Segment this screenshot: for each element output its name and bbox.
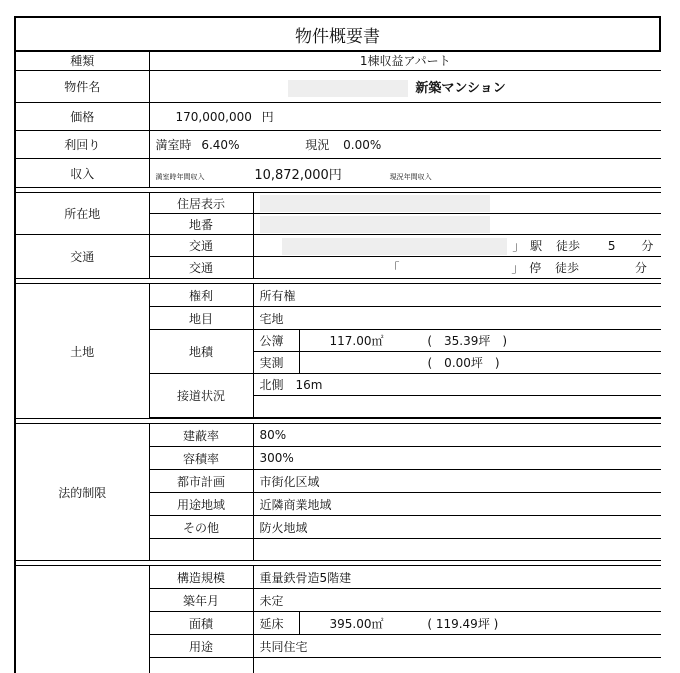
land-label: 土地 xyxy=(15,284,149,419)
use-label: 用途 xyxy=(149,635,253,658)
type-value: 1棟収益アパート xyxy=(149,51,661,71)
city-plan-label: 都市計画 xyxy=(149,470,253,493)
yield-current-value: 0.00% xyxy=(343,138,382,152)
walk-text: 徒歩 xyxy=(555,261,580,275)
price-cell xyxy=(149,103,661,131)
registry-label: 公簿 xyxy=(253,330,299,352)
transport-row1-label: 交通 xyxy=(149,235,253,257)
property-summary-sheet xyxy=(14,16,661,673)
price-value: 170,000,000 xyxy=(175,110,252,124)
built-label: 築年月 xyxy=(149,589,253,612)
income-full-label: 満室時年間収入 xyxy=(155,172,205,181)
zoning-label: 用途地域 xyxy=(149,493,253,516)
redacted-block xyxy=(282,238,507,255)
category-label: 地目 xyxy=(149,307,253,330)
location-label: 所在地 xyxy=(15,193,149,235)
yield-label: 利回り xyxy=(15,131,149,159)
coverage-value: 80% xyxy=(253,424,661,447)
far-label: 容積率 xyxy=(149,447,253,470)
yield-full-value: 6.40% xyxy=(201,138,240,152)
use-value: 共同住宅 xyxy=(253,635,661,658)
coverage-label: 建蔽率 xyxy=(149,424,253,447)
redacted-block xyxy=(260,195,490,212)
bracket-open: 「 xyxy=(387,261,400,275)
built-value: 未定 xyxy=(253,589,661,612)
property-name-cell xyxy=(149,71,661,103)
road-value: 北側 16m xyxy=(253,374,661,396)
legal-blank-label xyxy=(149,539,253,561)
floor-tsubo: ( 119.49坪 ) xyxy=(427,616,499,631)
actual-tsubo: ( 0.00坪 ) xyxy=(427,356,500,370)
type-label: 種類 xyxy=(15,51,149,71)
lot-label: 地番 xyxy=(149,214,253,235)
document-title: 物件概要書 xyxy=(14,16,661,52)
actual-label: 実測 xyxy=(253,352,299,374)
walk-text: 徒歩 xyxy=(556,238,581,253)
structure-value: 重量鉄骨造5階建 xyxy=(253,566,661,589)
other-value: 防火地域 xyxy=(253,516,661,539)
city-plan-value: 市街化区域 xyxy=(253,470,661,493)
road-value-blank xyxy=(253,396,661,418)
transport-row2-label: 交通 xyxy=(149,257,253,279)
legal-blank-value xyxy=(253,539,661,561)
building-next-label xyxy=(149,658,253,673)
yield-current-label: 現況 xyxy=(305,138,330,152)
walk-minutes: 5 xyxy=(607,238,616,253)
redacted-block xyxy=(260,216,490,233)
floor-value xyxy=(299,612,661,635)
bracket-close: 」 xyxy=(512,238,525,253)
area-label: 地積 xyxy=(149,330,253,374)
price-label: 価格 xyxy=(15,103,149,131)
bracket-close: 」 xyxy=(511,261,524,275)
minutes-unit: 分 xyxy=(634,261,647,275)
registry-area: 117.00㎡ xyxy=(329,334,384,348)
yield-full-label: 満室時 xyxy=(155,138,192,152)
minutes-unit: 分 xyxy=(641,238,654,253)
transport-row1-value xyxy=(253,235,661,257)
transport-label: 交通 xyxy=(15,235,149,279)
property-table xyxy=(14,50,661,673)
building-area-label: 面積 xyxy=(149,612,253,635)
registry-tsubo: ( 35.39坪 ) xyxy=(427,334,508,348)
category-value: 宅地 xyxy=(253,307,661,330)
property-name-value: 新築マンション xyxy=(415,80,506,96)
building-label xyxy=(15,566,149,673)
building-next-value xyxy=(253,658,661,673)
zoning-value: 近隣商業地域 xyxy=(253,493,661,516)
stop-text: 停 xyxy=(529,261,542,275)
yield-cell xyxy=(149,131,661,159)
income-full-value: 10,872,000円 xyxy=(254,167,342,183)
floor-area: 395.00㎡ xyxy=(329,616,384,631)
far-value: 300% xyxy=(253,447,661,470)
address-label: 住居表示 xyxy=(149,193,253,214)
registry-value xyxy=(299,330,661,352)
income-cell xyxy=(149,159,661,188)
transport-row2-value xyxy=(253,257,661,279)
floor-label: 延床 xyxy=(253,612,299,635)
station-text: 駅 xyxy=(530,238,543,253)
address-value xyxy=(253,193,661,214)
rights-label: 権利 xyxy=(149,284,253,307)
lot-value xyxy=(253,214,661,235)
structure-label: 構造規模 xyxy=(149,566,253,589)
road-label: 接道状況 xyxy=(149,374,253,418)
legal-label: 法的制限 xyxy=(15,424,149,561)
price-unit: 円 xyxy=(261,110,274,124)
redacted-block xyxy=(288,80,408,97)
income-current-label: 現況年間収入 xyxy=(389,172,432,181)
property-name-label: 物件名 xyxy=(15,71,149,103)
rights-value: 所有権 xyxy=(253,284,661,307)
income-label: 収入 xyxy=(15,159,149,188)
actual-value xyxy=(299,352,661,374)
other-label: その他 xyxy=(149,516,253,539)
